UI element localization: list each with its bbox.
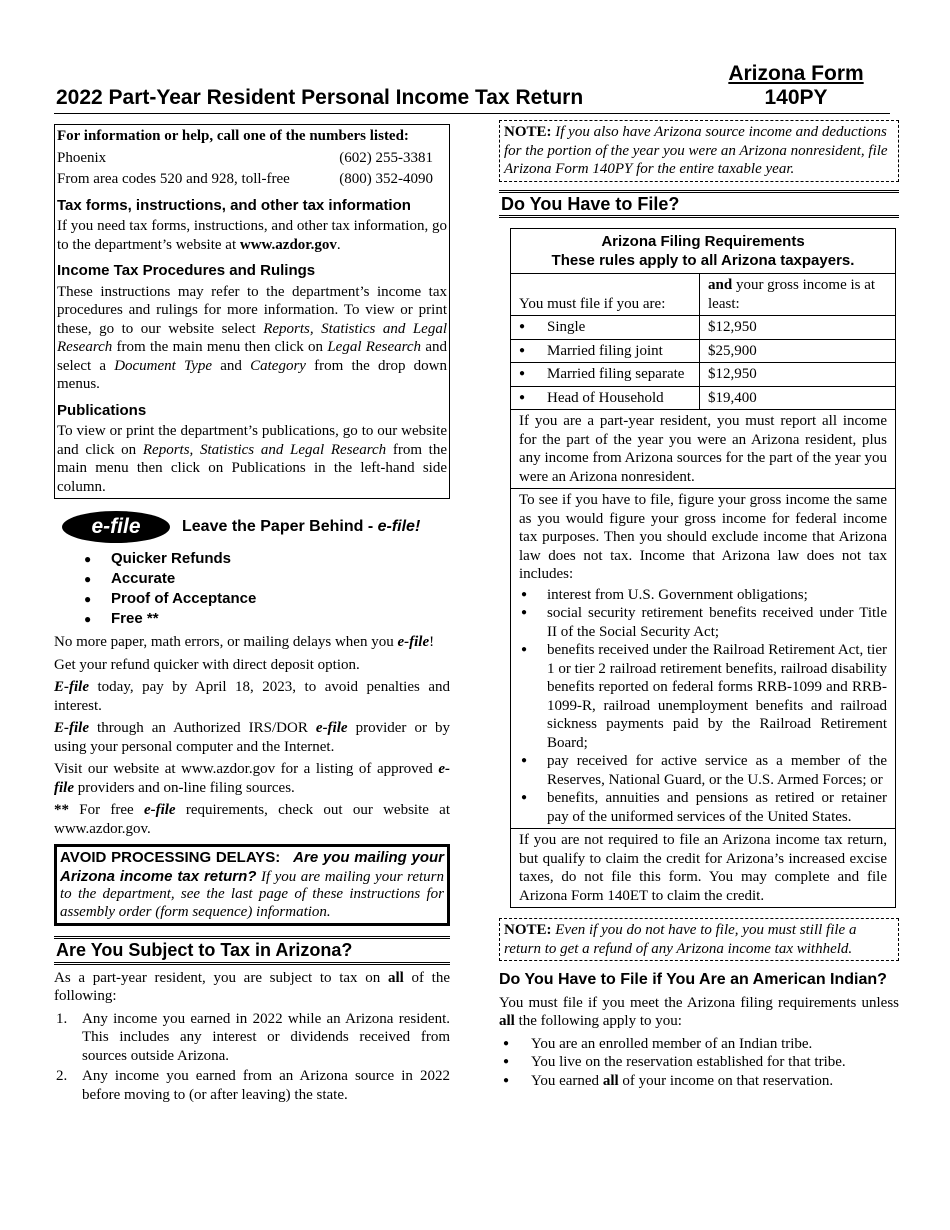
- efile-paragraph: ** For free e-file requirements, check out our website at www.azdor.gov.: [54, 802, 450, 837]
- table-row: [511, 339, 896, 363]
- publications-text: To view or print the department’s publications, go to our website and click on Reports, Statistics and Legal Research from the main menu then click on Publications in the left-hand side column.: [57, 423, 447, 495]
- efile-benefits: [54, 549, 450, 629]
- list-item: ● You live on the reservation established for that tribe.: [499, 1053, 899, 1072]
- gross-income: $12,950: [700, 316, 896, 340]
- part-year-text: If you are a part-year resident, you must report all income for the part of the year you were an Arizona resident, plus any income from Arizona sources for the part of the year you were an Arizona nonresident.: [511, 410, 896, 489]
- table-header-row: [511, 274, 896, 316]
- table-row: [511, 386, 896, 410]
- filing-status: ● Single: [511, 316, 700, 340]
- note-box: NOTE: If you also have Arizona source income and deductions for the portion of the year you were an Arizona nonresident, file Arizona Form 140PY for the entire taxable year.: [499, 120, 899, 182]
- list-item: ● benefits received under the Railroad Retirement Act, tier 1 or tier 2 railroad retirement benefits, railroad disability benefits reported on federal forms RRB-1099 and RRB-1099-R, railroad unemployment benefits and railroad sickness payments paid by the Railroad Retirement Board;: [519, 641, 887, 752]
- list-item: ● social security retirement benefits received under Title II of the Social Security Act;: [519, 604, 887, 641]
- subject-list: [54, 1010, 450, 1105]
- efile-paragraph: Visit our website at www.azdor.gov for a listing of approved e-file providers and on-line filing sources.: [54, 761, 450, 796]
- rulings-heading: Income Tax Procedures and Rulings: [57, 262, 316, 279]
- exclusions-list: [519, 586, 887, 827]
- header-divider: [54, 113, 890, 114]
- note-box: NOTE: Even if you do not have to file, you must still file a return to get a refund of any Arizona income tax withheld.: [499, 918, 899, 961]
- form-number: [722, 62, 870, 110]
- phone-row: [57, 149, 447, 168]
- rulings-text: These instructions may refer to the department’s income tax procedures and rulings for more information. To view or print these, go to our website select Reports, Statistics and Legal Research from the main menu then click on Legal Research and select a Document Type and Category from the drop down menus.: [57, 283, 448, 392]
- table-row: [511, 363, 896, 387]
- efile-paragraph: E-file through an Authorized IRS/DOR e-file provider or by using your personal computer and the Internet.: [54, 720, 451, 755]
- publications-heading: Publications: [57, 401, 147, 419]
- phone-number: (800) 352-4090: [339, 171, 433, 187]
- efile-banner: [54, 511, 450, 543]
- section-heading: Do You Have to File?: [499, 190, 899, 219]
- filing-status: ● Head of Household: [511, 386, 700, 410]
- filing-requirements-table: [510, 228, 896, 908]
- phone-number: (602) 255-3381: [339, 149, 433, 166]
- efile-logo: e-file: [62, 511, 170, 543]
- list-item: ● Quicker Refunds: [54, 549, 450, 569]
- list-item: ● Free **: [54, 609, 450, 629]
- list-item: ● interest from U.S. Government obligations;: [519, 586, 887, 605]
- gross-income: $12,950: [700, 363, 896, 387]
- section-heading: Do You Have to File if You Are an American Indian?: [499, 971, 887, 988]
- indian-list: [499, 1035, 899, 1091]
- efile-paragraph: Get your refund quicker with direct deposit option.: [54, 656, 360, 673]
- section-heading: Are You Subject to Tax in Arizona?: [54, 936, 450, 965]
- list-item: ● Proof of Acceptance: [54, 589, 450, 609]
- list-item: ● You earned all of your income on that reservation.: [499, 1072, 899, 1091]
- forms-text: If you need tax forms, instructions, and other tax information, go to the department’s website at www.azdor.gov.: [57, 218, 447, 253]
- gross-income-text: To see if you have to file, figure your gross income the same as you would figure your gross income for federal income tax purposes. Then you should exclude income that Arizona law does not tax. Income that Arizona law does not tax includes: ● interest from U.S. Government obligations; ● social security retirement benefits received under Title II of the Social Security Act; ● benefits received under the Railroad Retirement Act, tier 1 or tier 2 railroad retirement benefits, railroad disability benefits reported on federal forms RRB-1099 and RRB-1099-R, railroad unemployment benefits and railroad sickness payments paid by the Railroad Retirement Board; ● pay received for active service as a member of the Reserves, National Guard, or the U.S. Armed Forces; or ● benefits, annuities and pensions as retired or retainer pay of the uniformed services of the United States.: [511, 489, 896, 829]
- gross-income: $19,400: [700, 386, 896, 410]
- help-heading: For information or help, call one of the numbers listed:: [57, 128, 409, 144]
- help-box: [54, 124, 450, 499]
- filing-status: ● Married filing joint: [511, 339, 700, 363]
- column-header: You must file if you are:: [511, 274, 700, 316]
- column-header: and your gross income is at least:: [700, 274, 896, 316]
- forms-heading: Tax forms, instructions, and other tax information: [57, 196, 411, 214]
- phone-label: Phoenix: [57, 149, 107, 166]
- list-item: ● benefits, annuities and pensions as retired or retainer pay of the uniformed services of the United States.: [519, 789, 887, 826]
- phone-row: [57, 170, 447, 189]
- credit-text: If you are not required to file an Arizona income tax return, but qualify to claim the credit for Arizona’s increased excise taxes, do not file this form. You may complete and file Arizona Form 140ET to claim the credit.: [511, 829, 896, 908]
- left-column: [54, 124, 450, 1106]
- table-row: [511, 316, 896, 340]
- filing-status: ● Married filing separate: [511, 363, 700, 387]
- list-item: ● pay received for active service as a member of the Reserves, National Guard, or the U.S. Armed Forces; or: [519, 752, 887, 789]
- avoid-delays-box: AVOID PROCESSING DELAYS: Are you mailing your Arizona income tax return? If you are mailing your return to the department, see the last page of these instructions for assembly order (form sequence) information.: [54, 844, 450, 926]
- gross-income: $25,900: [700, 339, 896, 363]
- indian-intro: You must file if you meet the Arizona filing requirements unless all the following apply to you:: [499, 994, 899, 1029]
- website-link[interactable]: www.azdor.gov: [239, 236, 337, 253]
- efile-paragraph: E-file today, pay by April 18, 2023, to avoid penalties and interest.: [54, 679, 450, 714]
- table-title: Arizona Filing Requirements These rules apply to all Arizona taxpayers.: [511, 229, 896, 274]
- list-item: 1. Any income you earned in 2022 while an Arizona resident. This includes any interest or dividends received from sources outside Arizona.: [56, 1010, 450, 1064]
- efile-paragraph: No more paper, math errors, or mailing delays when you e-file!: [54, 634, 435, 650]
- list-item: ● Accurate: [54, 569, 450, 589]
- list-item: 2. Any income you earned from an Arizona source in 2022 before moving to (or after leaving) the state.: [56, 1068, 450, 1103]
- efile-tagline: Leave the Paper Behind - e-file!: [182, 517, 421, 535]
- right-column: [499, 120, 899, 1090]
- list-item: ● You are an enrolled member of an Indian tribe.: [499, 1035, 899, 1054]
- phone-label: From area codes 520 and 928, toll-free: [57, 171, 290, 187]
- subject-intro: As a part-year resident, you are subject to tax on all of the following:: [54, 969, 450, 1004]
- form-label: Arizona Form: [728, 62, 864, 85]
- form-id: 140PY: [764, 86, 828, 109]
- page-title: 2022 Part-Year Resident Personal Income Tax Return: [56, 86, 584, 109]
